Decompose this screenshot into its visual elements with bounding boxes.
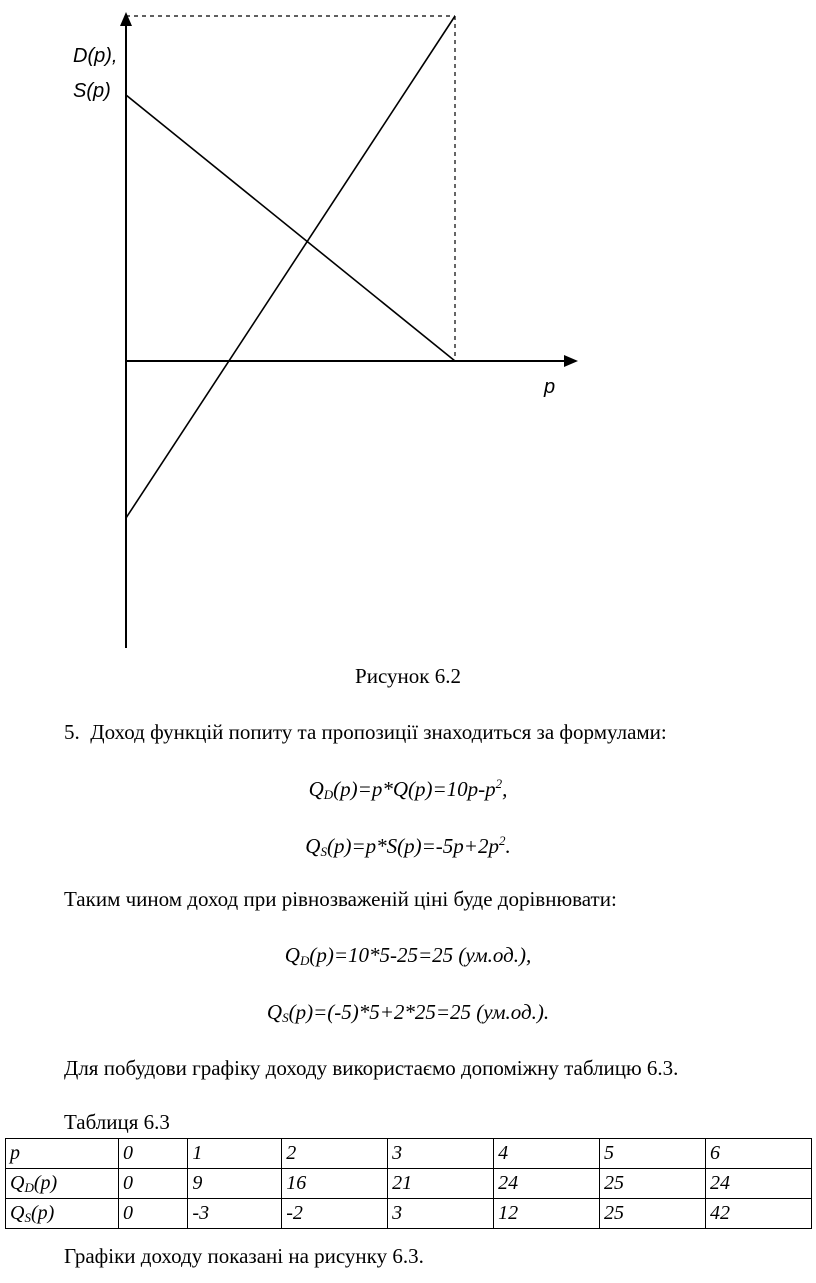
- table-cell: 0: [119, 1139, 188, 1169]
- figure-caption: Рисунок 6.2: [355, 664, 461, 688]
- table-row: [6, 1169, 812, 1199]
- y-axis-label-line1: D(p),: [73, 45, 118, 67]
- table-6-3: [5, 1138, 812, 1229]
- formula-qd-definition: $Q_D(p)=p*Q(p)=10p-p^2$,: [308, 776, 508, 802]
- y-axis-label-line2: S(p): [73, 80, 111, 102]
- table-cell: 25: [600, 1169, 706, 1199]
- formula-qd-value: $Q_D(p)=10*5-25=25$ (ум.од.),: [284, 943, 532, 968]
- table-cell: 24: [706, 1169, 812, 1199]
- table-cell: 1: [188, 1139, 282, 1169]
- table-row: [6, 1139, 812, 1169]
- table-caption: Таблиця 6.3: [64, 1110, 170, 1134]
- x-axis-arrow: [564, 355, 578, 367]
- paragraph-equilibrium: Таким чином доход при рівнозваженій ціні буде дорівнювати:: [64, 887, 617, 911]
- paragraph-final: Графіки доходу показані на рисунку 6.3.: [64, 1244, 424, 1268]
- paragraph-table-intro: Для побудови графіку доходу використаємо допоміжну таблицю 6.3.: [64, 1056, 679, 1080]
- table-cell: 2: [282, 1139, 388, 1169]
- table-cell: 3: [388, 1199, 494, 1229]
- formula-qs-definition: $Q_S(p)=p*S(p)=-5p+2p^2$.: [305, 833, 511, 859]
- formula-qs-value: $Q_S(p)=(-5)*5+2*25=25$ (ум.од.).: [266, 1000, 550, 1025]
- y-axis-arrow: [120, 12, 132, 26]
- table-cell: 0: [119, 1199, 188, 1229]
- item-text: Доход функцій попиту та пропозиції знаходиться за формулами:: [90, 720, 667, 744]
- table-cell: -2: [282, 1199, 388, 1229]
- x-axis-label: p: [544, 376, 556, 398]
- table-cell: 21: [388, 1169, 494, 1199]
- table-cell: 42: [706, 1199, 812, 1229]
- table-cell: 16: [282, 1169, 388, 1199]
- table-cell: 3: [388, 1139, 494, 1169]
- table-cell: 0: [119, 1169, 188, 1199]
- demand-line: [126, 95, 455, 361]
- supply-line: [126, 16, 455, 518]
- item-number: 5.: [64, 720, 80, 744]
- table-cell: 9: [188, 1169, 282, 1199]
- table-cell: 12: [494, 1199, 600, 1229]
- row-label: $Q_D(p)$: [6, 1169, 119, 1199]
- table-cell: 25: [600, 1199, 706, 1229]
- row-label: p: [6, 1139, 119, 1169]
- table-row: [6, 1199, 812, 1229]
- table-cell: 4: [494, 1139, 600, 1169]
- table-cell: 24: [494, 1169, 600, 1199]
- row-label: $Q_S(p)$: [6, 1199, 119, 1229]
- item-5: [64, 720, 667, 745]
- table-cell: 5: [600, 1139, 706, 1169]
- table-cell: -3: [188, 1199, 282, 1229]
- table-cell: 6: [706, 1139, 812, 1169]
